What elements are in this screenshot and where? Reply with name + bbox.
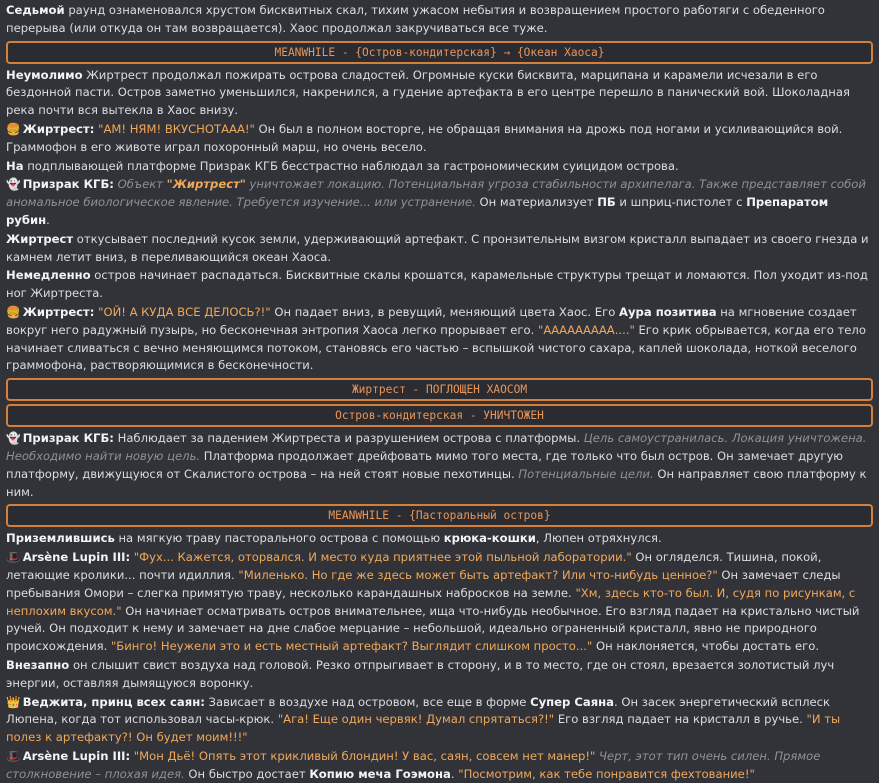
burger-icon: 🍔 [6,304,21,319]
top-hat-icon: 🎩 [6,748,21,763]
kgb-ghost-line-2: 👻 Призрак КГБ: Наблюдает за падением Жиртреста и разрушением острова с платформы. Цель самоустранилась. Локация уничтожена. Необходимо найти новую цель. Платформа продолжает дрейфовать мимо того места, где только что был остров. Он замечает другую платформу, движущуюся от Скалистого острова – на ней стоят новые пехотинцы. Потенциальные цели. Он направляет свою платформу к ним. [6,431,867,499]
vegeta-line-1: 👑 Веджита, принц всех саян: Зависает в воздухе над островом, все еще в форме Супер Саяна. Он засек энергетический всплеск Люпена, когда тот использовал часы-крюк. "Ага! Еще один червяк! Думал спрятаться?!" Его взгляд падает на кристалл в ручье. "И ты полез к артефакту?! Он будет моим!!!" [6,694,841,745]
crown-icon: 👑 [6,694,21,709]
narration-lupin-landing: Приземлившись на мягкую траву пасторального острова с помощью крюка-кошки, Люпен отряхнулся. [6,531,662,546]
zhirtrest-line-2: 🍔 Жиртрест: "ОЙ! А КУДА ВСЕ ДЕЛОСЬ?!" Он падает вниз, в ревущий, меняющий цвета Хаос. Его Аура позитива на мгновение создает вокруг него радужный пузырь, но бесконечная энтропия Хаоса легко прорывает его. "ААААААААА...." Его крик обрывается, когда его тело начинает сливаться с вечно меняющимся потоком, становясь его частью – вспышкой чистого сахара, каплей шоколада, ноткой веселого граммофона, растворяющимися в бесконечности. [6,304,866,373]
lupin-line-1: 🎩 Arsène Lupin III: "Фух... Кажется, оторвался. И место куда приятнее этой пыльной лаборатории." Он огляделся. Тишина, покой, летающие кролики... почти идиллия. "Миленько. Но где же здесь может быть артефакт? Или что-нибудь ценное?" Он замечает следы пребывания Омори – слегка примятую траву, несколько карандашных набросков на земле. "Хм, здесь кто-то был. И, судя по рисункам, с неплохим вкусом." Он начинает осматривать остров внимательнее, ища что-нибудь необычное. Его взгляд падает на кристально чистый ручей. Он подходит к нему и замечает на дне слабое мерцание – небольшой, идеально ограненный кристалл, явно не природного происхождения. "Бинго! Неужели это и есть местный артефакт? Выглядит слишком просто..." Он наклоняется, чтобы достать его. [6,550,860,654]
ghost-icon: 👻 [6,177,21,192]
narration-round7: Седьмой раунд ознаменовался хрустом бисквитных скал, тихим ужасом небытия и возвращением простого работяги с обеденного перерыва (или откуда он там возвращается). Хаос продолжал закручиваться все туже. [6,3,825,35]
top-hat-icon: 🎩 [6,550,21,565]
lupin-line-2: 🎩 Arsène Lupin III: "Мон Дьё! Опять этот крикливый блондин! У вас, саян, совсем нет манер!" Черт, этот тип очень силен. Прямое столкновение – плохая идея. Он быстро достает Копию меча Гоэмона. "Посмотрим, как тебе понравится фехтование!" [6,748,821,781]
meanwhile-banner-pastoral: MEANWHILE - {Пасторальный остров} [6,504,873,527]
ghost-icon: 👻 [6,431,21,446]
status-banner-island: Остров-кондитерская - УНИЧТОЖЕН [6,404,873,427]
meanwhile-banner-chaos-ocean: MEANWHILE - {Остров-кондитерская} → {Океан Хаоса} [6,41,873,64]
narration-zhirtrest-eating: Неумолимо Жиртрест продолжал пожирать острова сладостей. Огромные куски бисквита, марципана и карамели исчезали в его бездонной пасти. Остров заметно уменьшился, накренился, а гудение артефакта в его центре перешло в панический вой. Шоколадная река почти вся вытекла в Хаос внизу. [6,67,850,118]
narration-platform: На подплывающей платформе Призрак КГБ бесстрастно наблюдал за гастрономическим суицидом острова. [6,158,679,173]
narration-island-collapse: Немедленно остров начинает распадаться. Бисквитные скалы крошатся, карамельные структуры трещат и ломаются. Пол уходит из-под ног Жиртреста. [6,268,868,301]
narration-energy-beam: Внезапно он слышит свист воздуха над головой. Резко отпрыгивает в сторону, и в то место, где он стоял, врезается золотистый луч энергии, оставляя дымящуюся воронку. [6,657,835,690]
burger-icon: 🍔 [6,121,21,136]
status-banner-zhirtrest: Жиртрест - ПОГЛОЩЕН ХАОСОМ [6,378,873,401]
zhirtrest-line-1: 🍔 Жиртрест: "АМ! НЯМ! ВКУСНОТААА!" Он был в полном восторге, не обращая внимания на дрожь под ногами и усиливающийся вой. Граммофон в его животе играл похоронный марш, но очень весело. [6,121,843,154]
kgb-ghost-line-1: 👻 Призрак КГБ: Объект "Жиртрест" уничтожает локацию. Потенциальная угроза стабильности архипелага. Также представляет собой аномальное биологическое явление. Требуется изучение... или устранение. Он материализует ПБ и шприц-пистолет с Препаратом рубин. [6,177,866,227]
narration-artifact-falls: Жиртрест откусывает последний кусок земли, удерживающий артефакт. С пронзительным визгом кристалл выпадает из своего гнезда и камнем летит вниз, в переливающийся океан Хаоса. [6,231,869,264]
